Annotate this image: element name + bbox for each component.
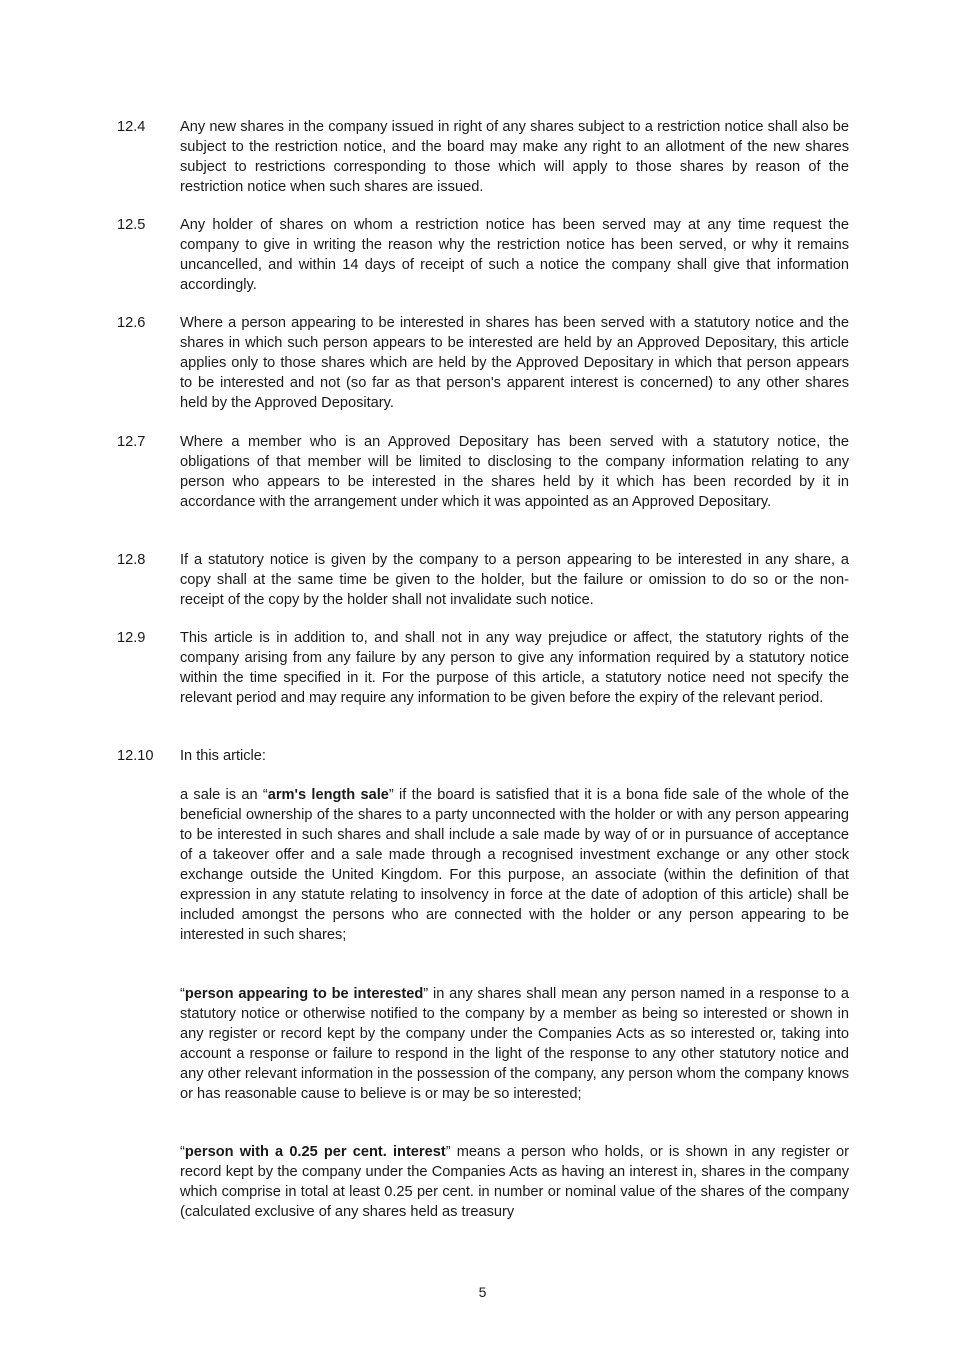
clause-12-8	[117, 550, 849, 610]
definition-term: arm's length sale	[267, 787, 389, 803]
clause-text: Where a person appearing to be interested in shares has been served with a statutory notice and the shares in which such person appears to be interested are held by an Approved Depositary, this article applies only to those shares which are held by the Approved Depositary in which that person appears to be interested and not (so far as that person's apparent interest is concerned) to any other shares held by the Approved Depositary.	[180, 315, 849, 411]
clause-number: 12.5	[117, 217, 146, 233]
definition-prefix: “	[180, 986, 185, 1002]
definition-arms-length-sale	[180, 785, 849, 945]
definition-term: person appearing to be interested	[184, 986, 424, 1002]
clause-text: If a statutory notice is given by the company to a person appearing to be interested in any share, a copy shall at the same time be given to the holder, but the failure or omission to do so or the non-receipt of the copy by the holder shall not invalidate such notice.	[180, 552, 849, 608]
definition-person-appearing-interested	[180, 984, 849, 1104]
clause-12-7	[117, 432, 849, 512]
definition-body: ” if the board is satisfied that it is a bona fide sale of the whole of the beneficial ownership of the shares to a party unconnected with the holder or with any person appearing to be interested in such shares and shall include a sale made by way of or in pursuance of acceptance of a takeover offer and a sale made through a recognised investment exchange or any other stock exchange outside the United Kingdom. For this purpose, an associate (within the definition of that expression in any statute relating to insolvency in force at the date of adoption of this article) shall be included amongst the persons who are connected with the holder or any person appearing to be interested in such shares;	[180, 787, 849, 943]
definition-prefix: a sale is an “	[180, 787, 268, 803]
clause-12-6	[117, 313, 849, 413]
clause-number: 12.8	[117, 552, 146, 568]
clause-text: In this article:	[180, 748, 266, 764]
page-number: 5	[478, 1284, 487, 1300]
clause-number: 12.6	[117, 315, 146, 331]
definition-person-0-25-interest	[180, 1142, 849, 1222]
clause-number: 12.4	[117, 119, 146, 135]
clause-number: 12.9	[117, 630, 146, 646]
clause-12-4	[117, 117, 849, 197]
clause-text: Any new shares in the company issued in right of any shares subject to a restriction notice shall also be subject to the restriction notice, and the board may make any right to an allotment of the new shares subject to restrictions corresponding to those which will apply to those shares by reason of the restriction notice when such shares are issued.	[180, 119, 849, 195]
definition-body: ” means a person who holds, or is shown in any register or record kept by the company under the Companies Acts as having an interest in, shares in the company which comprise in total at least 0.25 per cent. in number or nominal value of the shares of the company (calculated exclusive of any shares held as treasury	[180, 1144, 849, 1220]
definition-body: ” in any shares shall mean any person named in a response to a statutory notice or otherwise notified to the company by a member as being so interested or shown in any register or record kept by the company under the Companies Acts as so interested or, taking into account a response or failure to respond in the light of the response to any other statutory notice and any other relevant information in the possession of the company, any person whom the company knows or has reasonable cause to believe is or may be so interested;	[180, 986, 849, 1102]
clause-text: This article is in addition to, and shall not in any way prejudice or affect, the statutory rights of the company arising from any failure by any person to give any information required by a statutory notice within the time specified in it. For the purpose of this article, a statutory notice need not specify the relevant period and may require any information to be given before the expiry of the relevant period.	[180, 630, 849, 706]
clause-text: Any holder of shares on whom a restriction notice has been served may at any time request the company to give in writing the reason why the restriction notice has been served, or why it remains uncancelled, and within 14 days of receipt of such a notice the company shall give that information accordingly.	[180, 217, 849, 293]
clause-number: 12.7	[117, 434, 146, 450]
clause-text: Where a member who is an Approved Depositary has been served with a statutory notice, the obligations of that member will be limited to disclosing to the company information relating to any person who appears to be interested in the shares held by it which has been recorded by it in accordance with the arrangement under which it was appointed as an Approved Depositary.	[180, 434, 849, 510]
definition-prefix: “	[180, 1144, 185, 1160]
clause-number: 12.10	[117, 748, 154, 764]
clause-12-9	[117, 628, 849, 708]
definition-term: person with a 0.25 per cent. interest	[184, 1144, 446, 1160]
clause-12-10	[117, 746, 849, 766]
clause-12-5	[117, 215, 849, 295]
